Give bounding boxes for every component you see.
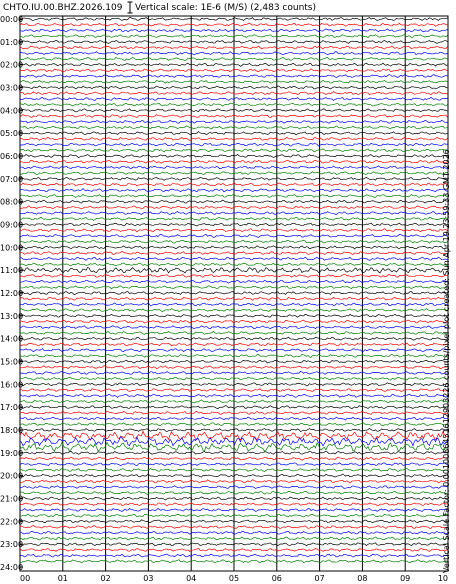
hour-tick-label: 18:00 — [0, 426, 24, 435]
hour-tick-label: 10:00 — [0, 243, 24, 253]
minute-tick-label: 09 — [400, 574, 411, 583]
hour-tick-label: 19:00 — [0, 448, 24, 458]
hour-tick-label: 22:00 — [0, 517, 24, 527]
hour-tick-label: 09:00 — [0, 220, 24, 230]
scale-bar-icon — [128, 2, 133, 13]
minute-tick-label: 10 — [437, 574, 448, 583]
hour-tick-label: 21:00 — [0, 494, 24, 504]
minute-tick-label: 02 — [100, 574, 111, 583]
hour-tick-label: 15:00 — [0, 357, 24, 367]
minute-tick-label: 01 — [57, 574, 68, 583]
hour-tick-label: 07:00 — [0, 174, 24, 184]
hour-tick-label: 02:00 — [0, 60, 24, 70]
hour-tick-label: 23:00 — [0, 540, 24, 550]
minute-tick-label: 05 — [228, 574, 240, 583]
minute-tick-label: 06 — [271, 574, 282, 583]
hour-tick-label: 04:00 — [0, 106, 24, 116]
hour-tick-label: 01:00 — [0, 37, 24, 47]
minute-tick-label: 00 — [20, 574, 31, 583]
hour-tick-label: 17:00 — [0, 403, 24, 413]
hour-tick-label: 03:00 — [0, 83, 24, 93]
hour-tick-label: 24:00 — [0, 563, 24, 572]
hour-tick-label: 00:00 — [0, 15, 24, 24]
hour-tick-label: 20:00 — [0, 471, 24, 481]
hour-tick-label: 08:00 — [0, 197, 24, 207]
hour-tick-label: 06:00 — [0, 152, 24, 161]
minute-tick-label: 07 — [314, 574, 325, 583]
hour-tick-label: 12:00 — [0, 289, 24, 298]
hour-tick-label: 16:00 — [0, 380, 24, 390]
hour-tick-label: 05:00 — [0, 129, 24, 139]
hour-tick-label: 11:00 — [0, 266, 24, 276]
minute-tick-label: 08 — [357, 574, 368, 583]
station-title: CHTO.IU.00.BHZ.2026.109 — [3, 3, 123, 13]
hour-tick-label: 14:00 — [0, 334, 24, 344]
scale-factor-note: Vertical Scale Factor: 0.0010086451612903226 counts/pixel plot created: Sun Apr 19 23:59:33 GMT 2026 — [442, 149, 451, 573]
minute-tick-label: 04 — [186, 574, 197, 583]
minute-labels — [20, 574, 448, 583]
minute-tick-label: 03 — [143, 574, 154, 583]
hour-tick-label: 13:00 — [0, 311, 24, 321]
vertical-scale-label: Vertical scale: 1E-6 (M/S) (2,483 counts) — [135, 3, 317, 13]
